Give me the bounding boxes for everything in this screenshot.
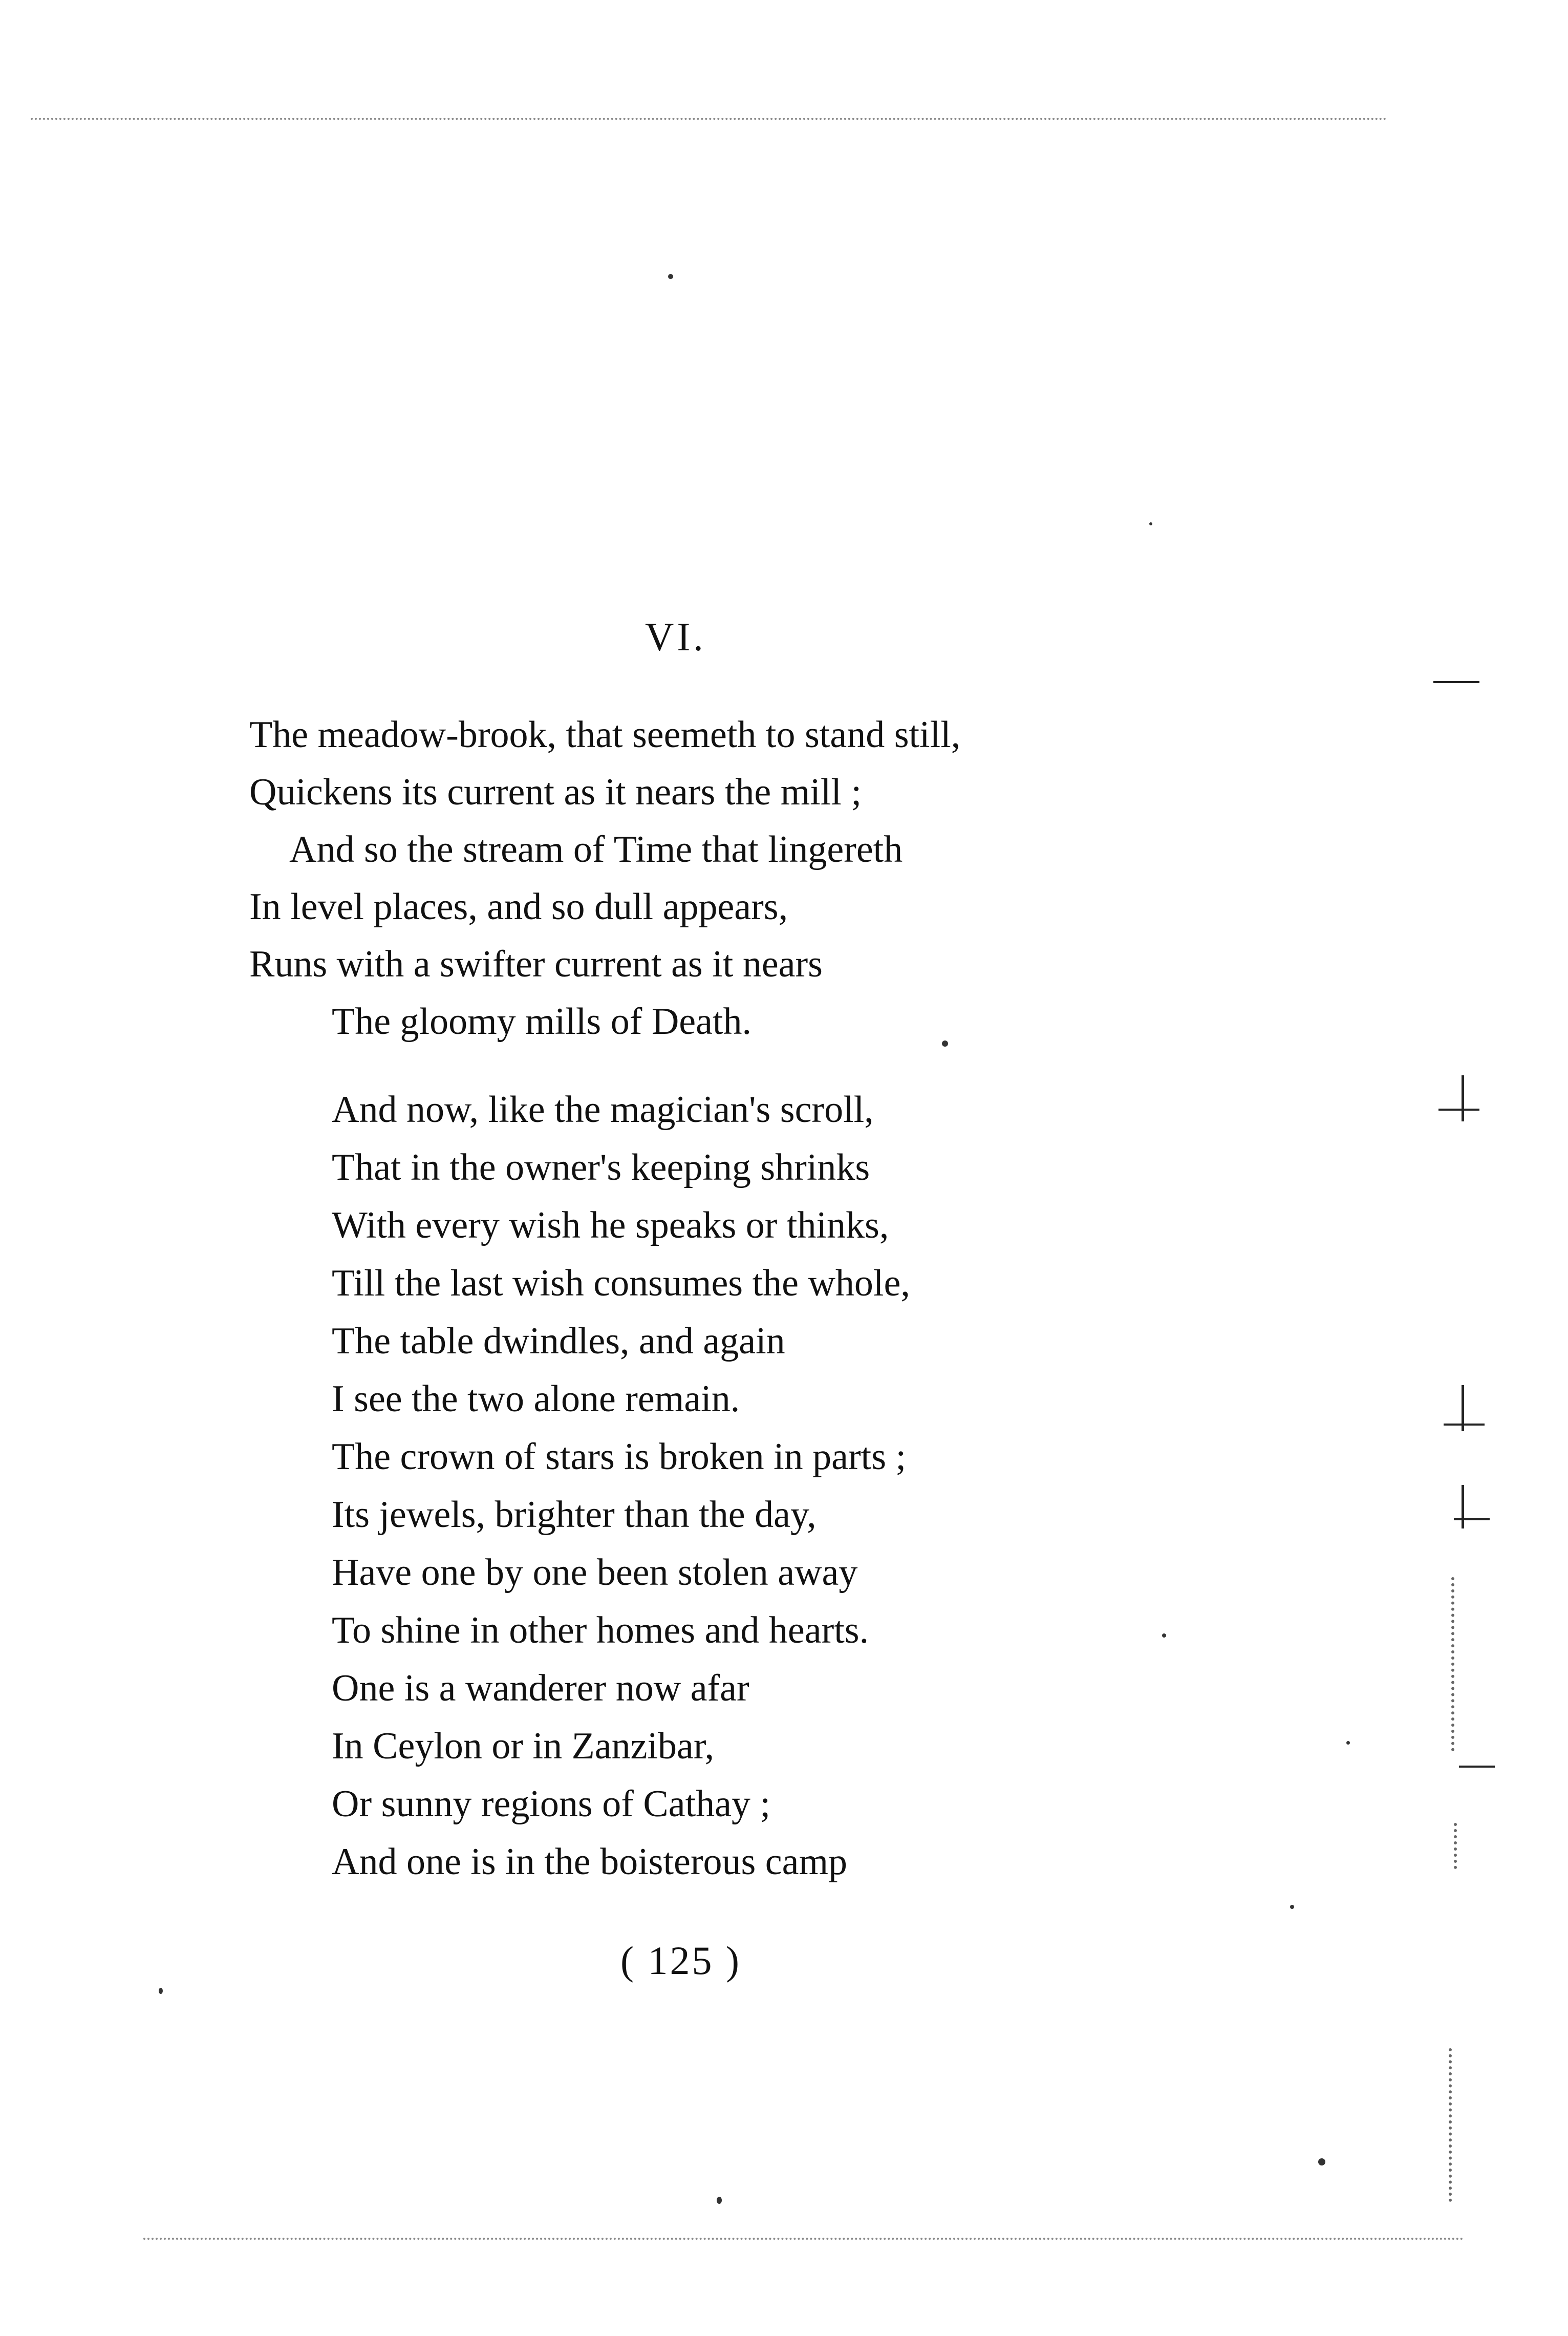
- scan-edge-noise: [31, 118, 1387, 122]
- scan-speck: [1346, 1741, 1350, 1745]
- poem-line: Have one by one been stolen away: [332, 1552, 858, 1594]
- poem-line: Its jewels, brighter than the day,: [332, 1494, 817, 1536]
- poem-line: Till the last wish consumes the whole,: [332, 1262, 910, 1304]
- poem-line: The crown of stars is broken in parts ;: [332, 1436, 907, 1478]
- poem-line: Quickens its current as it nears the mill ;: [249, 771, 862, 813]
- margin-dots: [1454, 1823, 1460, 1869]
- scan-speck: [1162, 1633, 1166, 1638]
- margin-mark: [1444, 1424, 1485, 1426]
- scan-speck: [1290, 1905, 1294, 1909]
- poem-line: The table dwindles, and again: [332, 1320, 785, 1362]
- poem-line: In level places, and so dull appears,: [249, 886, 788, 928]
- poem-line: And one is in the boisterous camp: [332, 1841, 848, 1883]
- scan-speck: [668, 274, 673, 279]
- poem-line: And now, like the magician's scroll,: [332, 1089, 874, 1131]
- poem-line: In Ceylon or in Zanzibar,: [332, 1725, 715, 1767]
- margin-mark: [1462, 1385, 1464, 1431]
- margin-mark: [1459, 1766, 1495, 1768]
- scan-speck: [942, 1040, 948, 1047]
- section-heading: VI.: [645, 614, 706, 659]
- margin-dots: [1449, 2048, 1455, 2202]
- poem-line: Or sunny regions of Cathay ;: [332, 1783, 771, 1825]
- scan-edge-noise: [143, 2238, 1464, 2242]
- scan-speck: [1318, 2158, 1325, 2165]
- poem-line: I see the two alone remain.: [332, 1378, 740, 1420]
- poem-line: That in the owner's keeping shrinks: [332, 1146, 870, 1188]
- poem-line: With every wish he speaks or thinks,: [332, 1204, 889, 1246]
- margin-mark: [1462, 1075, 1464, 1121]
- poem-line: And so the stream of Time that lingereth: [289, 829, 903, 870]
- margin-dots: [1451, 1577, 1457, 1751]
- margin-mark: [1438, 1109, 1479, 1111]
- margin-mark: [1433, 681, 1479, 683]
- margin-mark: [1462, 1485, 1464, 1528]
- scan-speck: [717, 2197, 722, 2204]
- poem-line: To shine in other homes and hearts.: [332, 1609, 869, 1651]
- scan-speck: [159, 1988, 163, 1994]
- poem-line: The meadow-brook, that seemeth to stand still,: [249, 714, 961, 756]
- poem-line: The gloomy mills of Death.: [332, 1001, 752, 1043]
- poem-line: Runs with a swifter current as it nears: [249, 943, 823, 985]
- scan-speck: [1149, 522, 1152, 525]
- page-number: ( 125 ): [620, 1938, 741, 1983]
- margin-mark: [1454, 1518, 1490, 1520]
- poem-line: One is a wanderer now afar: [332, 1667, 749, 1709]
